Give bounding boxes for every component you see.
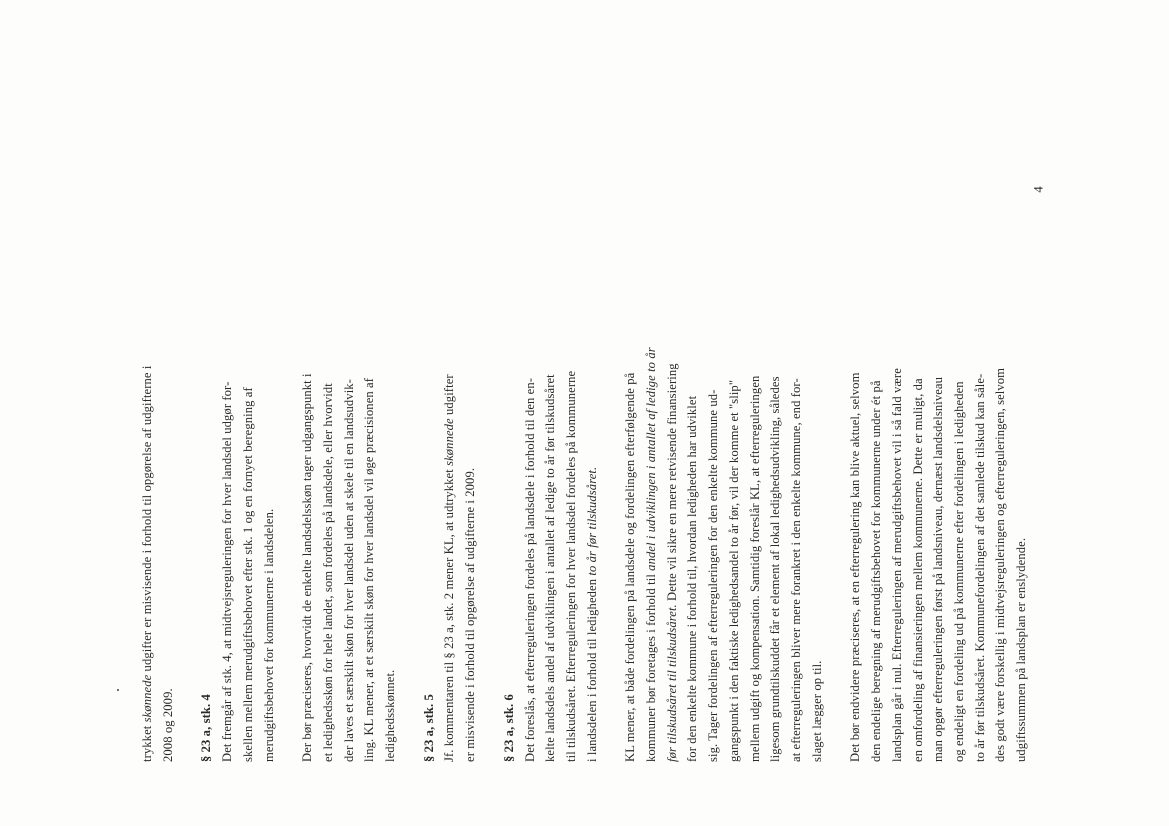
paragraph-1	[196, 232, 279, 762]
body-text: Det foreslås, at efterreguleringen fordeles på landsdele i forhold til den en- kelte landsdels andel af udviklingen i antallet af ledige to år før tilskudsåret til tilskudsåret. Efterreguleringen for hver landsdel fordeles på kommunerne i landsdelen i forhold til ledigheden	[522, 370, 599, 762]
paragraph-2	[297, 232, 401, 762]
body-text: udgifter er misvisende i forhold til opgørelse af udgifterne i 2008 og 2009.	[140, 365, 175, 762]
body-text: Jf. kommentaren til § 23 a, stk. 2 mener KL, at udtrykket	[442, 465, 457, 762]
paragraph-4	[499, 232, 603, 762]
paragraph-6	[845, 232, 1031, 762]
paragraph-0	[137, 232, 178, 762]
stray-mark	[117, 689, 119, 691]
body-text: Det fremgår af stk. 4, at midtvejsreguleringen for hver landsdel udgør for- skellen mellem merudgiftsbehovet efter stk. 1 og en fornyet beregning af merudgiftsbehovet for kommunerne i landsdelen.	[220, 381, 276, 762]
section-heading: § 23 a, stk. 4	[199, 694, 214, 762]
body-text: KL mener, at både fordelingen på landsdele og fordelingen efterfølgende på kommuner bør foretages i forhold til	[623, 372, 659, 762]
section-heading: § 23 a, stk. 5	[421, 694, 436, 762]
document-body	[137, 232, 1050, 762]
paragraph-5	[620, 232, 827, 762]
page-number: 4	[1031, 186, 1046, 193]
section-heading: § 23 a, stk. 6	[501, 694, 516, 762]
italic-text: andel i udviklingen i antallet af ledige to år før tilskudsåret til tilskudsåret.	[644, 347, 679, 762]
body-text: Der bør præciseres, hvorvidt de enkelte landsdelsskøn tager udgangspunkt i et ledighedsskøn for hele landet, som fordeles på landsdele, eller hvorvidt der laves et særskilt skøn for hver landsdel uden at skele til en landsudvik- ling. KL mener, at et særskilt skøn for hver landsdel vil øge præcisionen af ledighedsskønnet.	[300, 373, 398, 762]
body-text: trykket	[140, 722, 154, 762]
italic-text: skønnede	[442, 418, 457, 466]
italic-text: to år før tilskudsåret.	[584, 466, 599, 576]
paragraph-3	[419, 232, 481, 762]
body-text: Det bør endvidere præciseres, at en efterregulering kan blive aktuel, selvom den endelige beregning af merudgiftsbehovet for kommunerne under ét på landsplan går i nul. Efterreguleringen af merudgiftsbehovet vil i så fald være en omfordeling af finansieringen mellem kommunerne. Dette er muligt, da man opgør efterreguleringen først på landsniveau, dernæst landsdelsniveau og endeligt en fordeling ud på kommunerne efter fordelingen i ledigheden to år før tilskudsåret. Kommunefordelingen af det samlede tilskud kan såle- des godt være forskellig i midtvejsreguleringen og efterreguleringen, selvom udgiftssummen på landsplan er enslydende.	[848, 367, 1029, 762]
body-text: Dette vil sikre en mere retvisende finansiering for den enkelte kommune i forhold til, hvordan ledigheden har udviklet sig. Tager fordelingen af efterreguleringen for den enkelte kommune ud- gangspunkt i den faktiske ledighedsandel to år før, vil der komme et "slip" mellem udgift og kompensation. Samtidig foreslår KL, at efterreguleringen ligesom grundtilskuddet får et element af lokal ledighedsudvikling, således at efterreguleringen bliver mere forankret i den enkelte kommune, end for- slaget lægger op til.	[664, 363, 824, 762]
italic-text: skønnede	[140, 674, 154, 723]
body-text: udgifter er misvisende i forhold til opgørelse af udgifterne i 2009.	[442, 374, 478, 762]
